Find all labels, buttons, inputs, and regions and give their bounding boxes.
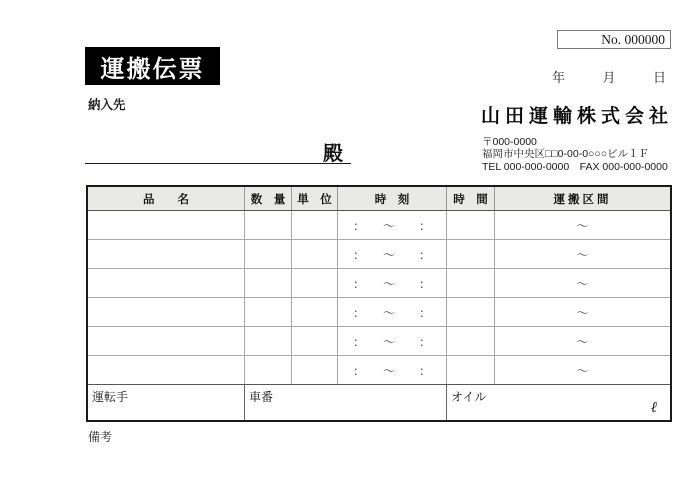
table-row	[88, 356, 670, 385]
table-header-row	[88, 187, 670, 211]
remarks-label: 備考	[88, 430, 113, 444]
date-year-label: 年	[552, 70, 566, 85]
section-cell: ～	[576, 218, 589, 233]
company-address: 福岡市中央区□□0-00-0○○○ビル１Ｆ	[482, 148, 650, 160]
driver-cell	[88, 385, 245, 420]
duration-cell	[447, 356, 495, 384]
table-row	[88, 240, 670, 269]
oil-label: オイル	[451, 390, 487, 404]
company-postal-code: 〒000-0000	[482, 136, 537, 148]
header-item-name: 品 名	[88, 187, 245, 210]
oil-liter-unit: ℓ	[650, 400, 657, 416]
date-month-label: 月	[602, 70, 616, 85]
recipient-underline	[85, 163, 351, 164]
item-name-cell	[88, 327, 245, 355]
slip-table	[86, 185, 672, 422]
duration-cell	[447, 211, 495, 239]
section-cell: ～	[576, 276, 589, 291]
time-cell: ： ～ ：	[338, 356, 447, 384]
time-cell: ： ～ ：	[338, 327, 447, 355]
recipient-label: 納入先	[88, 98, 126, 112]
section-cell: ～	[576, 363, 589, 378]
date-line	[552, 67, 666, 86]
duration-cell	[447, 327, 495, 355]
header-unit: 単 位	[292, 187, 338, 210]
quantity-cell	[245, 211, 292, 239]
unit-cell	[292, 211, 338, 239]
oil-cell	[447, 385, 670, 420]
unit-cell	[292, 298, 338, 326]
table-row	[88, 298, 670, 327]
header-time-of-day: 時 刻	[338, 187, 447, 210]
item-name-cell	[88, 269, 245, 297]
quantity-cell	[245, 298, 292, 326]
unit-cell	[292, 327, 338, 355]
item-name-cell	[88, 356, 245, 384]
date-day-label: 日	[652, 70, 666, 85]
quantity-cell	[245, 240, 292, 268]
time-cell: ： ～ ：	[338, 211, 447, 239]
honorific-label: 殿	[323, 143, 343, 165]
time-cell: ： ～ ：	[338, 240, 447, 268]
table-footer-row	[88, 385, 670, 420]
header-quantity: 数 量	[245, 187, 292, 210]
unit-cell	[292, 356, 338, 384]
table-row	[88, 269, 670, 298]
section-cell: ～	[576, 247, 589, 262]
table-row	[88, 327, 670, 356]
time-cell: ： ～ ：	[338, 298, 447, 326]
section-cell: ～	[576, 334, 589, 349]
header-duration: 時 間	[447, 187, 495, 210]
header-transport-section: 運搬区間	[553, 193, 612, 206]
duration-cell	[447, 269, 495, 297]
item-name-cell	[88, 211, 245, 239]
quantity-cell	[245, 327, 292, 355]
unit-cell	[292, 240, 338, 268]
quantity-cell	[245, 356, 292, 384]
item-name-cell	[88, 298, 245, 326]
duration-cell	[447, 298, 495, 326]
company-name: 山田運輸株式会社	[481, 106, 674, 127]
slip-number-box: No. 000000	[557, 30, 671, 49]
table-row	[88, 211, 670, 240]
page-title: 運搬伝票	[100, 55, 205, 83]
car-number-label: 車番	[249, 390, 274, 404]
section-cell: ～	[576, 305, 589, 320]
driver-label: 運転手	[92, 390, 129, 404]
unit-cell	[292, 269, 338, 297]
title-block	[85, 47, 220, 85]
item-name-cell	[88, 240, 245, 268]
quantity-cell	[245, 269, 292, 297]
duration-cell	[447, 240, 495, 268]
company-tel-fax: TEL 000-000-0000 FAX 000-000-0000	[482, 161, 668, 173]
time-cell: ： ～ ：	[338, 269, 447, 297]
car-number-cell	[245, 385, 447, 420]
